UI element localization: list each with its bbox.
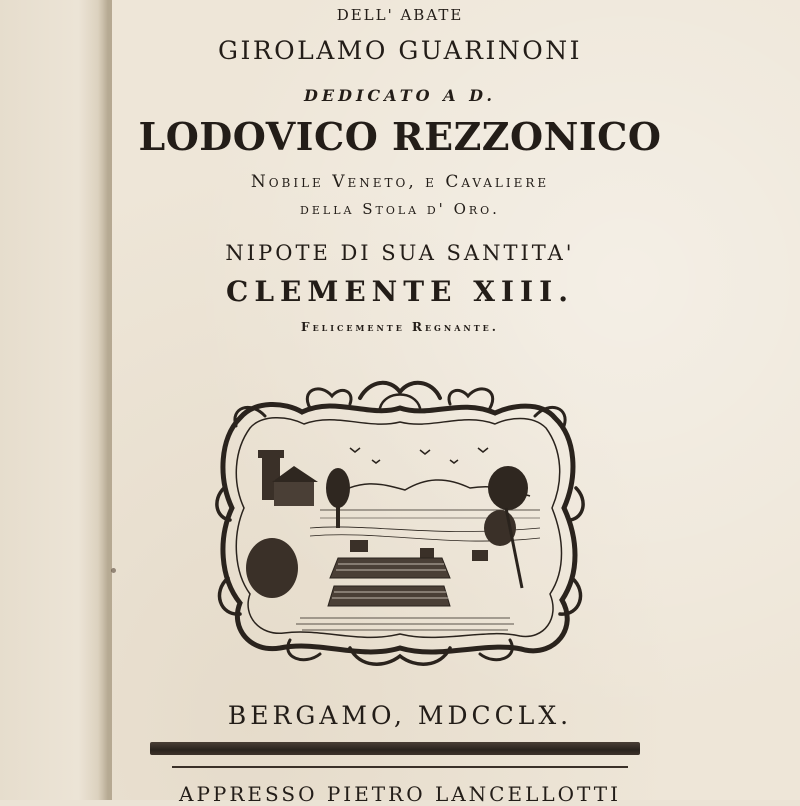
pope-name: CLEMENTE XIII. <box>226 275 574 308</box>
dedicatee-name: LODOVICO REZZONICO <box>138 114 662 159</box>
dedication-line: DEDICATO A D. <box>304 86 496 105</box>
author-prefix: DELL' ABATE <box>336 6 464 24</box>
printer-line: APPRESSO PIETRO LANCELLOTTI <box>179 782 621 806</box>
thick-rule <box>150 742 640 755</box>
imprint-place-date: BERGAMO, MDCCLX. <box>227 701 573 730</box>
cartouche-vignette <box>210 378 588 668</box>
author-name: GIROLAMO GUARINONI <box>217 36 582 65</box>
reigning-line: Felicemente Regnante. <box>301 320 499 334</box>
thin-rule <box>172 766 628 768</box>
rank-line-2: della Stola d' Oro. <box>300 200 500 218</box>
relation-line: NIPOTE DI SUA SANTITA' <box>225 241 575 265</box>
ink-speck <box>111 568 116 573</box>
rank-line-1: Nobile Veneto, e Cavaliere <box>250 172 550 192</box>
